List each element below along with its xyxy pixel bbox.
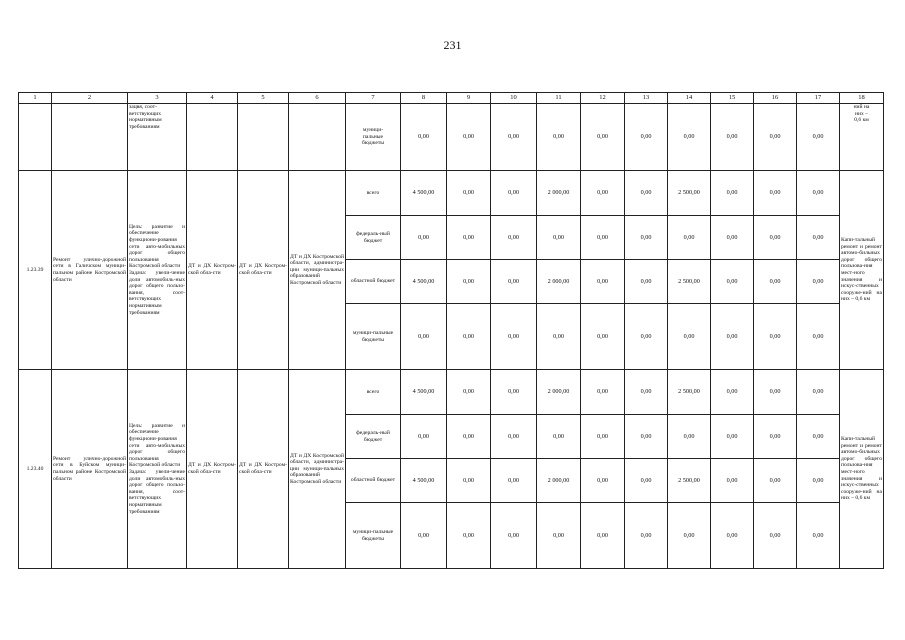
value-cell: 0,00: [797, 415, 840, 459]
cell-empty: [52, 104, 128, 171]
value-cell: 0,00: [491, 104, 537, 171]
value-cell: 0,00: [668, 304, 711, 370]
measure-responsible: ДТ и ДХ Костром-ской обла-сти: [238, 171, 289, 370]
column-number: 8: [401, 93, 447, 104]
value-cell: 0,00: [711, 171, 754, 216]
value-cell: 0,00: [491, 216, 537, 260]
value-cell: 2 000,00: [537, 459, 581, 503]
column-number: 5: [238, 93, 289, 104]
value-cell: 0,00: [537, 104, 581, 171]
table-body: [19, 93, 884, 569]
measure-number: 1.23.39: [19, 171, 52, 370]
value-cell: 0,00: [491, 415, 537, 459]
funding-source-label: муници-пальные бюджеты: [346, 503, 401, 569]
program-table: [18, 92, 884, 569]
column-number: 3: [128, 93, 187, 104]
value-cell: 0,00: [668, 104, 711, 171]
value-cell: 0,00: [491, 503, 537, 569]
value-cell: 0,00: [491, 260, 537, 304]
value-cell: 0,00: [581, 503, 625, 569]
value-cell: 0,00: [401, 503, 447, 569]
value-cell: 0,00: [711, 104, 754, 171]
value-cell: 4 500,00: [401, 370, 447, 415]
column-number: 17: [797, 93, 840, 104]
value-cell: 0,00: [754, 304, 797, 370]
value-cell: 0,00: [581, 171, 625, 216]
measure-coexecutors: ДТ и ДХ Костромской области, администра-ции муници-пальных образований Костромской области: [289, 171, 346, 370]
measure-goal: Цель: развитие и обеспечение функциони-рования сети авто-мобильных дорог общего пользования Костромской области Задача: увели-чение доли автомобиль-ных дорог общего пользо-вания, соот-ветствующих нормативным требованиям: [128, 171, 187, 370]
goal-continuation: зацвя, соот- ветствующих нормативным требованиям: [128, 104, 187, 171]
value-cell: 2 000,00: [537, 171, 581, 216]
value-cell: 2 500,00: [668, 459, 711, 503]
funding-source-label: федераль-ный бюджет: [346, 216, 401, 260]
value-cell: 4 500,00: [401, 459, 447, 503]
column-number: 18: [840, 93, 884, 104]
measure-result: Капи-тальный ремонт и ремонт автомо-бильных дорог общего пользова-ния мест-ного значения и искус-ственных сооруже-ний на них – 0,6 км: [840, 370, 884, 569]
column-number: 13: [625, 93, 668, 104]
value-cell: 0,00: [754, 104, 797, 171]
column-number: 2: [52, 93, 128, 104]
funding-source-label: муници- пальные бюджеты: [346, 104, 401, 171]
column-number: 6: [289, 93, 346, 104]
value-cell: 0,00: [581, 104, 625, 171]
value-cell: 0,00: [797, 260, 840, 304]
value-cell: 0,00: [537, 415, 581, 459]
value-cell: 0,00: [537, 304, 581, 370]
value-cell: 2 500,00: [668, 260, 711, 304]
funding-source-label: федераль-ный бюджет: [346, 415, 401, 459]
table-row: [19, 370, 884, 415]
value-cell: 0,00: [491, 459, 537, 503]
value-cell: 4 500,00: [401, 260, 447, 304]
value-cell: 0,00: [625, 415, 668, 459]
value-cell: 0,00: [625, 260, 668, 304]
value-cell: 0,00: [711, 370, 754, 415]
column-number: 16: [754, 93, 797, 104]
column-number: 11: [537, 93, 581, 104]
column-number: 10: [491, 93, 537, 104]
value-cell: 0,00: [668, 216, 711, 260]
value-cell: 0,00: [581, 415, 625, 459]
funding-source-label: всего: [346, 171, 401, 216]
header-row: [19, 93, 884, 104]
value-cell: 0,00: [711, 260, 754, 304]
measure-executor: ДТ и ДХ Костром-ской обла-сти: [187, 370, 238, 569]
value-cell: 0,00: [625, 171, 668, 216]
value-cell: 0,00: [754, 503, 797, 569]
cell-empty: [289, 104, 346, 171]
continuation-row: [19, 104, 884, 171]
value-cell: 0,00: [581, 370, 625, 415]
value-cell: 0,00: [625, 216, 668, 260]
value-cell: 0,00: [711, 304, 754, 370]
measure-executor: ДТ и ДХ Костром-ской обла-сти: [187, 171, 238, 370]
value-cell: 0,00: [711, 415, 754, 459]
cell-empty: [187, 104, 238, 171]
value-cell: 0,00: [711, 459, 754, 503]
value-cell: 0,00: [668, 415, 711, 459]
value-cell: 0,00: [668, 503, 711, 569]
result-continuation: ний на них – 0,6 км: [840, 104, 884, 171]
value-cell: 0,00: [581, 216, 625, 260]
measure-name: Ремонт улично-дорожной сети в Галичском муници-пальном районе Костромской области: [52, 171, 128, 370]
column-number: 1: [19, 93, 52, 104]
value-cell: 0,00: [754, 370, 797, 415]
value-cell: 4 500,00: [401, 171, 447, 216]
value-cell: 0,00: [581, 304, 625, 370]
funding-source-label: муници-пальные бюджеты: [346, 304, 401, 370]
funding-source-label: областной бюджет: [346, 459, 401, 503]
value-cell: 2 500,00: [668, 171, 711, 216]
value-cell: 0,00: [491, 304, 537, 370]
value-cell: 0,00: [797, 459, 840, 503]
cell-empty: [238, 104, 289, 171]
value-cell: 0,00: [754, 171, 797, 216]
value-cell: 0,00: [711, 503, 754, 569]
value-cell: 0,00: [581, 260, 625, 304]
column-number: 14: [668, 93, 711, 104]
column-number: 9: [447, 93, 491, 104]
value-cell: 0,00: [447, 104, 491, 171]
value-cell: 0,00: [401, 415, 447, 459]
value-cell: 0,00: [625, 503, 668, 569]
value-cell: 0,00: [447, 304, 491, 370]
measure-goal: Цель: развитие и обеспечение функциони-рования сети авто-мобильных дорог общего пользования Костромской области Задача: увели-чение доли автомобиль-ных дорог общего пользо-вания, соот-ветствующих нормативным требованиям: [128, 370, 187, 569]
measure-responsible: ДТ и ДХ Костром-ской обла-сти: [238, 370, 289, 569]
value-cell: 0,00: [491, 370, 537, 415]
value-cell: 0,00: [754, 216, 797, 260]
value-cell: 0,00: [447, 459, 491, 503]
value-cell: 0,00: [797, 503, 840, 569]
value-cell: 0,00: [797, 304, 840, 370]
value-cell: 0,00: [447, 216, 491, 260]
value-cell: 2 000,00: [537, 370, 581, 415]
value-cell: 0,00: [447, 370, 491, 415]
measure-name: Ремонт улично-дорожной сети в Буйском муници-пальном районе Костромской области: [52, 370, 128, 569]
column-number: 4: [187, 93, 238, 104]
value-cell: 0,00: [625, 304, 668, 370]
value-cell: 0,00: [447, 260, 491, 304]
value-cell: 0,00: [537, 216, 581, 260]
column-number: 15: [711, 93, 754, 104]
measure-result: Капи-тальный ремонт и ремонт автомо-бильных дорог общего пользова-ния мест-ного значения и искус-ственных сооруже-ний на них – 0,6 км: [840, 171, 884, 370]
value-cell: 2 000,00: [537, 260, 581, 304]
value-cell: 0,00: [401, 216, 447, 260]
value-cell: 0,00: [401, 104, 447, 171]
value-cell: 0,00: [447, 415, 491, 459]
measure-coexecutors: ДТ и ДХ Костромской области, администра-ции муници-пальных образований Костромской области: [289, 370, 346, 569]
funding-source-label: областной бюджет: [346, 260, 401, 304]
value-cell: 0,00: [797, 216, 840, 260]
column-number: 12: [581, 93, 625, 104]
value-cell: 0,00: [711, 216, 754, 260]
column-number: 7: [346, 93, 401, 104]
value-cell: 0,00: [797, 104, 840, 171]
value-cell: 0,00: [754, 459, 797, 503]
value-cell: 0,00: [581, 459, 625, 503]
value-cell: 0,00: [401, 304, 447, 370]
page-number: 231: [443, 38, 462, 52]
value-cell: 0,00: [797, 370, 840, 415]
value-cell: 2 500,00: [668, 370, 711, 415]
value-cell: 0,00: [447, 171, 491, 216]
funding-source-label: всего: [346, 370, 401, 415]
measure-number: 1.23.40: [19, 370, 52, 569]
value-cell: 0,00: [754, 415, 797, 459]
value-cell: 0,00: [625, 370, 668, 415]
value-cell: 0,00: [797, 171, 840, 216]
value-cell: 0,00: [625, 459, 668, 503]
value-cell: 0,00: [537, 503, 581, 569]
cell-empty: [19, 104, 52, 171]
value-cell: 0,00: [754, 260, 797, 304]
value-cell: 0,00: [625, 104, 668, 171]
value-cell: 0,00: [491, 171, 537, 216]
table-row: [19, 171, 884, 216]
value-cell: 0,00: [447, 503, 491, 569]
